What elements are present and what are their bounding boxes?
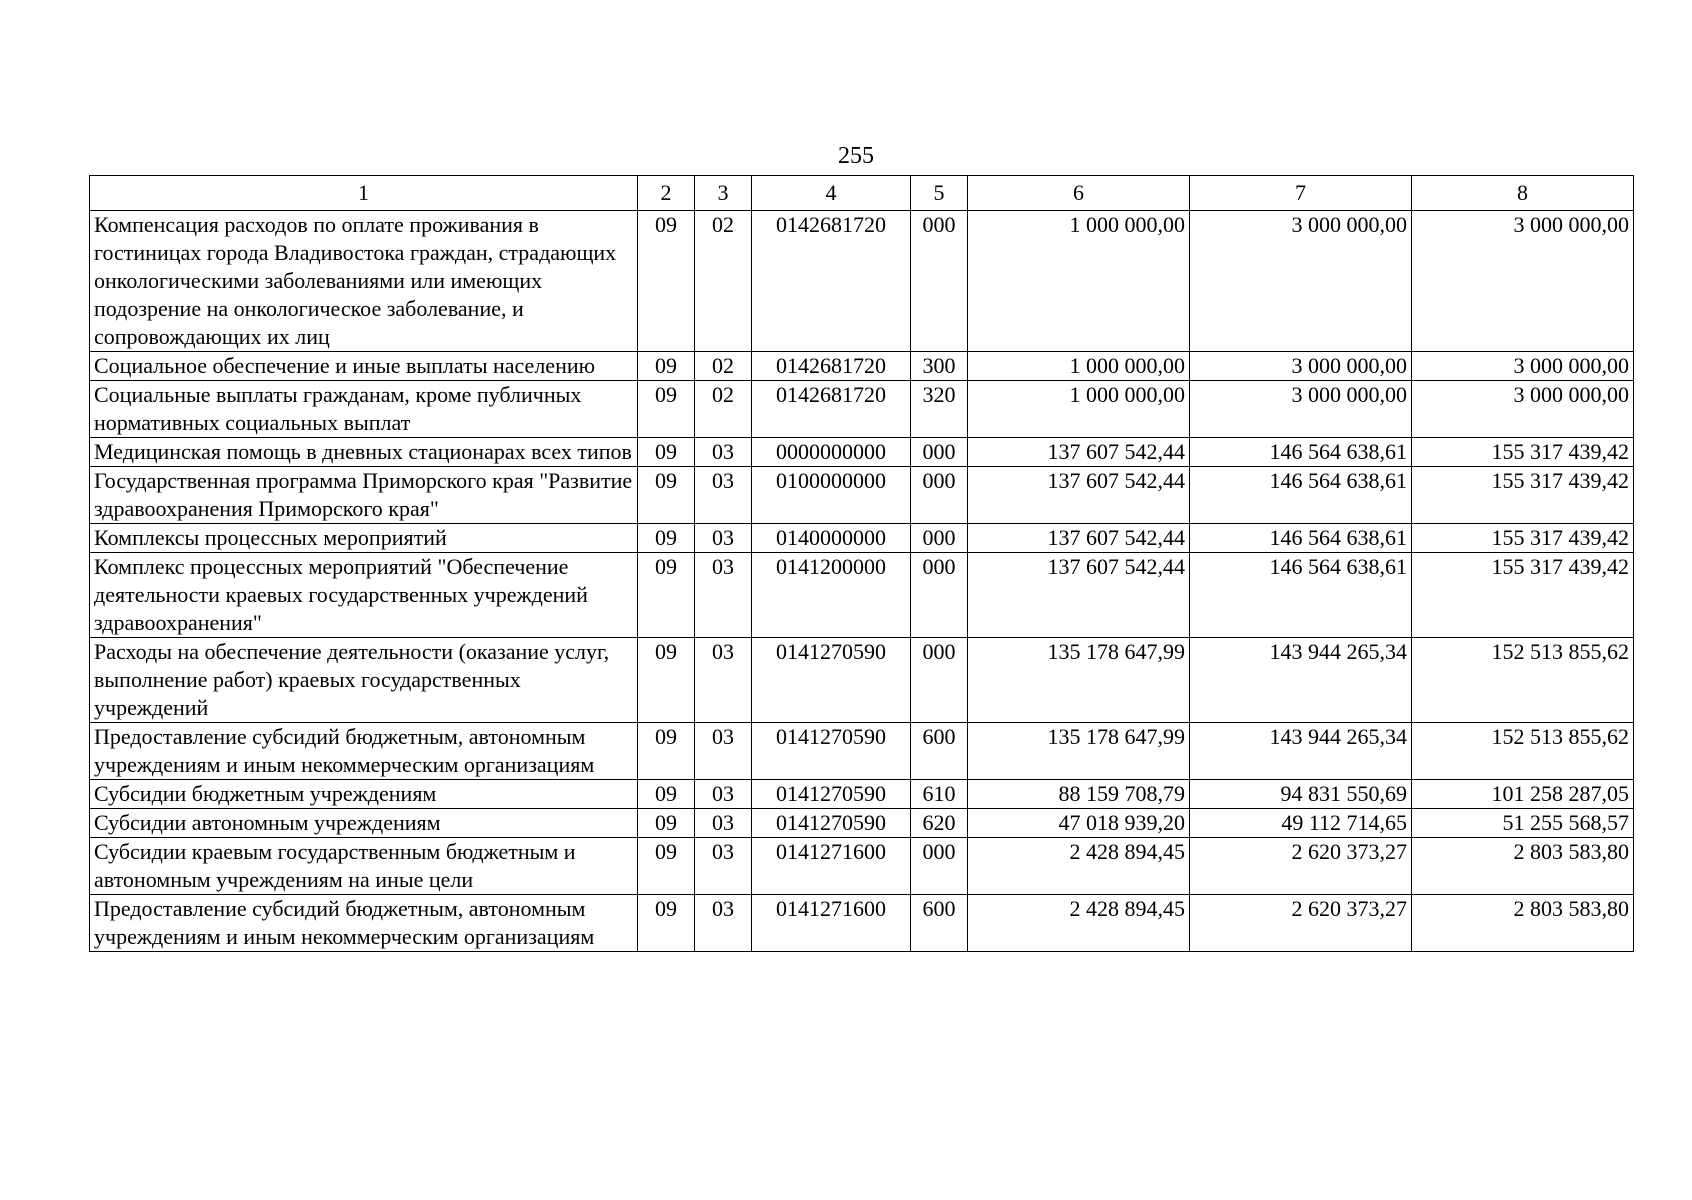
table-row	[90, 838, 1634, 895]
section-code: 09	[638, 809, 695, 838]
expense-name: Государственная программа Приморского края "Развитие здравоохранения Приморского края"	[90, 467, 638, 524]
section-code: 09	[638, 838, 695, 895]
target-article-code: 0142681720	[752, 381, 911, 438]
target-article-code: 0140000000	[752, 524, 911, 553]
expense-type-code: 300	[911, 352, 968, 381]
subsection-code: 03	[695, 638, 752, 723]
target-article-code: 0100000000	[752, 467, 911, 524]
col-header-3: 3	[695, 176, 752, 211]
section-code: 09	[638, 895, 695, 952]
subsection-code: 02	[695, 352, 752, 381]
target-article-code: 0141270590	[752, 723, 911, 780]
amount-year-1: 137 607 542,44	[968, 438, 1190, 467]
amount-year-2: 143 944 265,34	[1190, 723, 1412, 780]
subsection-code: 03	[695, 895, 752, 952]
expense-type-code: 000	[911, 438, 968, 467]
table-row	[90, 211, 1634, 352]
target-article-code: 0141270590	[752, 809, 911, 838]
amount-year-3: 155 317 439,42	[1412, 467, 1634, 524]
expense-type-code: 600	[911, 723, 968, 780]
col-header-7: 7	[1190, 176, 1412, 211]
amount-year-2: 49 112 714,65	[1190, 809, 1412, 838]
amount-year-3: 152 513 855,62	[1412, 723, 1634, 780]
amount-year-3: 152 513 855,62	[1412, 638, 1634, 723]
amount-year-2: 146 564 638,61	[1190, 438, 1412, 467]
amount-year-3: 3 000 000,00	[1412, 352, 1634, 381]
table-row	[90, 809, 1634, 838]
col-header-1: 1	[90, 176, 638, 211]
table-row	[90, 381, 1634, 438]
subsection-code: 03	[695, 553, 752, 638]
amount-year-1: 88 159 708,79	[968, 780, 1190, 809]
expense-name: Социальные выплаты гражданам, кроме публичных нормативных социальных выплат	[90, 381, 638, 438]
expense-name: Субсидии автономным учреждениям	[90, 809, 638, 838]
amount-year-1: 2 428 894,45	[968, 838, 1190, 895]
amount-year-3: 101 258 287,05	[1412, 780, 1634, 809]
expense-name: Предоставление субсидий бюджетным, автономным учреждениям и иным некоммерческим организациям	[90, 723, 638, 780]
amount-year-2: 146 564 638,61	[1190, 524, 1412, 553]
target-article-code: 0142681720	[752, 211, 911, 352]
target-article-code: 0142681720	[752, 352, 911, 381]
expense-name: Медицинская помощь в дневных стационарах всех типов	[90, 438, 638, 467]
section-code: 09	[638, 467, 695, 524]
expense-type-code: 000	[911, 211, 968, 352]
target-article-code: 0141200000	[752, 553, 911, 638]
amount-year-3: 51 255 568,57	[1412, 809, 1634, 838]
table-row	[90, 438, 1634, 467]
header-row	[90, 176, 1634, 211]
amount-year-3: 3 000 000,00	[1412, 381, 1634, 438]
table-row	[90, 467, 1634, 524]
page-number: 255	[838, 143, 874, 169]
amount-year-3: 155 317 439,42	[1412, 438, 1634, 467]
target-article-code: 0141270590	[752, 780, 911, 809]
amount-year-1: 1 000 000,00	[968, 381, 1190, 438]
section-code: 09	[638, 638, 695, 723]
table-row	[90, 895, 1634, 952]
expense-name: Социальное обеспечение и иные выплаты населению	[90, 352, 638, 381]
table-row	[90, 352, 1634, 381]
amount-year-2: 146 564 638,61	[1190, 467, 1412, 524]
subsection-code: 03	[695, 809, 752, 838]
expense-name: Субсидии бюджетным учреждениям	[90, 780, 638, 809]
expense-name: Субсидии краевым государственным бюджетным и автономным учреждениям на иные цели	[90, 838, 638, 895]
table-row	[90, 553, 1634, 638]
expense-type-code: 000	[911, 524, 968, 553]
section-code: 09	[638, 723, 695, 780]
col-header-2: 2	[638, 176, 695, 211]
target-article-code: 0141270590	[752, 638, 911, 723]
expense-name: Расходы на обеспечение деятельности (оказание услуг, выполнение работ) краевых государственных учреждений	[90, 638, 638, 723]
amount-year-3: 3 000 000,00	[1412, 211, 1634, 352]
amount-year-2: 3 000 000,00	[1190, 381, 1412, 438]
expense-type-code: 000	[911, 553, 968, 638]
amount-year-2: 146 564 638,61	[1190, 553, 1412, 638]
amount-year-1: 1 000 000,00	[968, 211, 1190, 352]
section-code: 09	[638, 524, 695, 553]
expense-name: Комплекс процессных мероприятий "Обеспечение деятельности краевых государственных учреждений здравоохранения"	[90, 553, 638, 638]
amount-year-1: 137 607 542,44	[968, 524, 1190, 553]
section-code: 09	[638, 211, 695, 352]
target-article-code: 0141271600	[752, 895, 911, 952]
col-header-6: 6	[968, 176, 1190, 211]
amount-year-1: 1 000 000,00	[968, 352, 1190, 381]
subsection-code: 03	[695, 467, 752, 524]
expense-name: Компенсация расходов по оплате проживания в гостиницах города Владивостока граждан, страдающих онкологическими заболеваниями или имеющих подозрение на онкологическое заболевание, и сопровождающих их лиц	[90, 211, 638, 352]
section-code: 09	[638, 553, 695, 638]
budget-table	[89, 175, 1634, 952]
expense-type-code: 620	[911, 809, 968, 838]
amount-year-2: 2 620 373,27	[1190, 838, 1412, 895]
amount-year-1: 2 428 894,45	[968, 895, 1190, 952]
amount-year-3: 155 317 439,42	[1412, 524, 1634, 553]
expense-type-code: 320	[911, 381, 968, 438]
amount-year-1: 135 178 647,99	[968, 723, 1190, 780]
amount-year-2: 3 000 000,00	[1190, 211, 1412, 352]
amount-year-2: 94 831 550,69	[1190, 780, 1412, 809]
col-header-5: 5	[911, 176, 968, 211]
expense-name: Комплексы процессных мероприятий	[90, 524, 638, 553]
target-article-code: 0000000000	[752, 438, 911, 467]
subsection-code: 03	[695, 723, 752, 780]
amount-year-2: 2 620 373,27	[1190, 895, 1412, 952]
amount-year-2: 3 000 000,00	[1190, 352, 1412, 381]
target-article-code: 0141271600	[752, 838, 911, 895]
section-code: 09	[638, 438, 695, 467]
amount-year-1: 135 178 647,99	[968, 638, 1190, 723]
subsection-code: 03	[695, 780, 752, 809]
subsection-code: 03	[695, 438, 752, 467]
expense-type-code: 600	[911, 895, 968, 952]
section-code: 09	[638, 352, 695, 381]
expense-type-code: 000	[911, 638, 968, 723]
table-row	[90, 723, 1634, 780]
subsection-code: 03	[695, 838, 752, 895]
section-code: 09	[638, 780, 695, 809]
table-row	[90, 638, 1634, 723]
subsection-code: 02	[695, 211, 752, 352]
expense-name: Предоставление субсидий бюджетным, автономным учреждениям и иным некоммерческим организациям	[90, 895, 638, 952]
expense-type-code: 000	[911, 838, 968, 895]
amount-year-3: 2 803 583,80	[1412, 838, 1634, 895]
table-row	[90, 524, 1634, 553]
expense-type-code: 610	[911, 780, 968, 809]
amount-year-1: 137 607 542,44	[968, 467, 1190, 524]
amount-year-3: 155 317 439,42	[1412, 553, 1634, 638]
section-code: 09	[638, 381, 695, 438]
amount-year-3: 2 803 583,80	[1412, 895, 1634, 952]
amount-year-1: 137 607 542,44	[968, 553, 1190, 638]
subsection-code: 03	[695, 524, 752, 553]
subsection-code: 02	[695, 381, 752, 438]
amount-year-2: 143 944 265,34	[1190, 638, 1412, 723]
table-row	[90, 780, 1634, 809]
col-header-4: 4	[752, 176, 911, 211]
amount-year-1: 47 018 939,20	[968, 809, 1190, 838]
expense-type-code: 000	[911, 467, 968, 524]
col-header-8: 8	[1412, 176, 1634, 211]
